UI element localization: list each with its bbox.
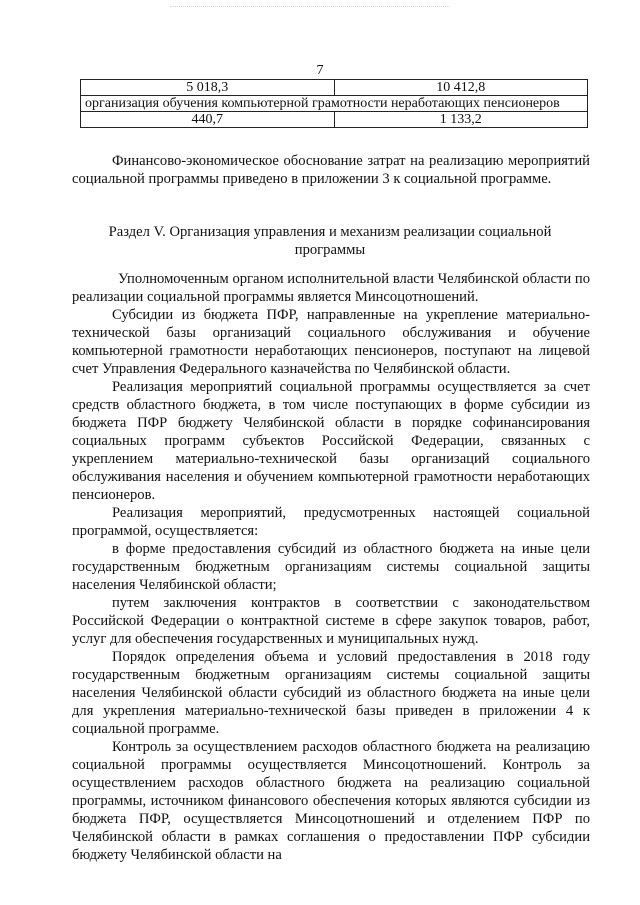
page-number: 7 [316,63,324,78]
table-cell: 440,7 [81,112,335,128]
cost-table [80,79,588,128]
paragraph: Субсидии из бюджета ПФР, направленные на укрепление материально-технической базы организаций социального обслуживания и обучение компьютерной грамотности неработающих пенсионеров, поступают на лицевой счет Управления Федерального казначейства по Челябинской области. [72,307,590,377]
table-cell: 1 133,2 [334,112,588,128]
table-row [81,96,588,112]
section-heading-line: Раздел V. Организация управления и механизм реализации социальной [108,224,552,240]
paragraph: Финансово-экономическое обоснование затрат на реализацию мероприятий социальной программы приведено в приложении 3 к социальной программе. [72,153,590,187]
paragraph: Порядок определения объема и условий предоставления в 2018 году государственным бюджетным организациям системы социальной защиты населения Челябинской области субсидий из областного бюджета на иные цели для укрепления материально-технической базы приведен в приложении 4 к социальной программе. [72,649,590,737]
table-row [81,112,588,128]
section-heading-line: программы [294,242,366,258]
table-cell: 10 412,8 [334,80,588,96]
paragraph: Контроль за осуществлением расходов областного бюджета на реализацию социальной программы осуществляется Минсоцотношений. Контроль за осуществлением расходов областного бюджета на реализацию социальной программы, источником финансового обеспечения которых являются субсидии из бюджета ПФР, осуществляется Минсоцотношений и отделением ПФР по Челябинской области в рамках соглашения о предоставлении ПФР субсидии бюджету Челябинской области на [72,739,590,863]
finance-justification [72,152,590,188]
paragraph: в форме предоставления субсидий из областного бюджета на иные цели государственным бюджетным организациям системы социальной защиты населения Челябинской области; [72,541,590,593]
scan-artifact [170,6,450,9]
section-heading [80,223,580,259]
paragraph: Реализация мероприятий социальной программы осуществляется за счет средств областного бюджета, в том числе поступающих в форме субсидии из бюджета ПФР бюджету Челябинской области в порядке софинансирования социальных программ субъектов Российской Федерации, связанных с укреплением материально-технической базы организаций социального обслуживания населения и обучением компьютерной грамотности неработающих пенсионеров. [72,379,590,503]
table-cell-heading: организация обучения компьютерной грамотности неработающих пенсионеров [81,96,588,112]
paragraph: Реализация мероприятий, предусмотренных настоящей социальной программой, осуществляется: [72,505,590,539]
table-row [81,80,588,96]
section-body [72,270,590,864]
table-cell: 5 018,3 [81,80,335,96]
paragraph: Уполномоченным органом исполнительной власти Челябинской области по реализации социальной программы является Минсоцотношений. [72,271,590,305]
paragraph: путем заключения контрактов в соответствии с законодательством Российской Федерации о контрактной системе в сфере закупок товаров, работ, услуг для обеспечения государственных и муниципальных нужд. [72,595,590,647]
